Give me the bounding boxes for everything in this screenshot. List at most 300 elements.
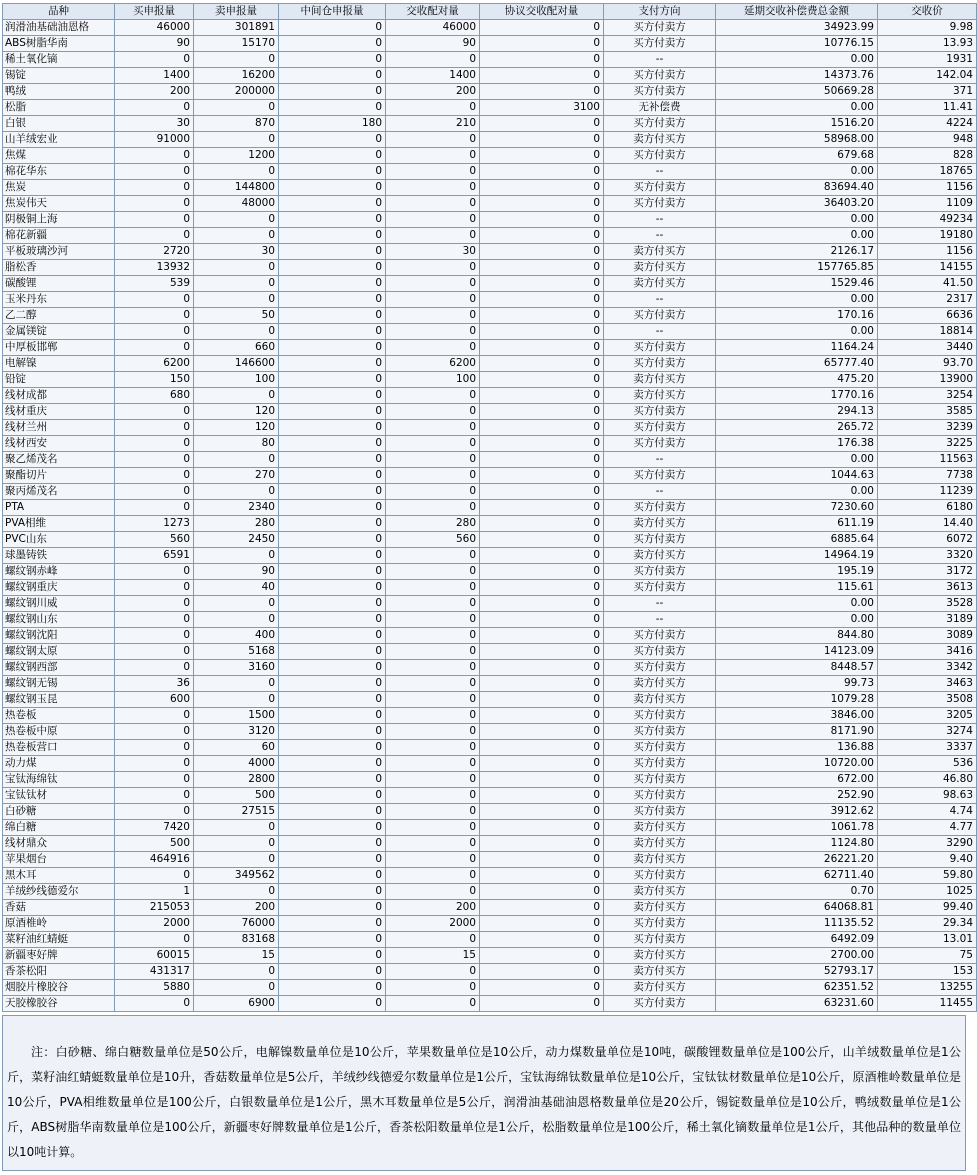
table-row	[3, 804, 977, 820]
cell-matched-qty: 0	[386, 836, 480, 852]
cell-matched-qty: 0	[386, 52, 480, 68]
cell-pay-direction: 买方付卖方	[604, 660, 716, 676]
table-row	[3, 52, 977, 68]
cell-pay-direction: 买方付卖方	[604, 756, 716, 772]
cell-compensation-total: 65777.40	[716, 356, 878, 372]
cell-variety: 碳酸锂	[3, 276, 115, 292]
cell-pay-direction: 买方付卖方	[604, 788, 716, 804]
cell-agreement-qty: 0	[480, 148, 604, 164]
table-row	[3, 852, 977, 868]
cell-delivery-price: 13.01	[878, 932, 977, 948]
cell-matched-qty: 0	[386, 804, 480, 820]
cell-matched-qty: 0	[386, 196, 480, 212]
cell-pay-direction: 买方付卖方	[604, 116, 716, 132]
cell-agreement-qty: 0	[480, 532, 604, 548]
cell-delivery-price: 9.98	[878, 20, 977, 36]
cell-delivery-price: 7738	[878, 468, 977, 484]
cell-intermediate-qty: 0	[279, 596, 386, 612]
cell-matched-qty: 0	[386, 596, 480, 612]
cell-delivery-price: 3239	[878, 420, 977, 436]
cell-sell-qty: 6900	[194, 996, 279, 1012]
cell-agreement-qty: 0	[480, 36, 604, 52]
table-row	[3, 116, 977, 132]
cell-matched-qty: 0	[386, 564, 480, 580]
cell-agreement-qty: 0	[480, 564, 604, 580]
cell-matched-qty: 100	[386, 372, 480, 388]
cell-agreement-qty: 0	[480, 356, 604, 372]
cell-buy-qty: 36	[115, 676, 194, 692]
cell-intermediate-qty: 0	[279, 612, 386, 628]
cell-agreement-qty: 0	[480, 708, 604, 724]
cell-pay-direction: 卖方付买方	[604, 276, 716, 292]
cell-variety: 铅锭	[3, 372, 115, 388]
cell-intermediate-qty: 0	[279, 628, 386, 644]
cell-agreement-qty: 0	[480, 500, 604, 516]
cell-pay-direction: 卖方付买方	[604, 388, 716, 404]
cell-intermediate-qty: 0	[279, 516, 386, 532]
cell-compensation-total: 0.00	[716, 292, 878, 308]
cell-delivery-price: 29.34	[878, 916, 977, 932]
cell-sell-qty: 50	[194, 308, 279, 324]
cell-buy-qty: 0	[115, 932, 194, 948]
cell-variety: 鸭绒	[3, 84, 115, 100]
cell-matched-qty: 0	[386, 324, 480, 340]
cell-matched-qty: 0	[386, 212, 480, 228]
cell-pay-direction: 买方付卖方	[604, 628, 716, 644]
cell-intermediate-qty: 0	[279, 948, 386, 964]
table-row	[3, 292, 977, 308]
cell-agreement-qty: 0	[480, 596, 604, 612]
cell-variety: 线材成都	[3, 388, 115, 404]
cell-delivery-price: 11.41	[878, 100, 977, 116]
cell-intermediate-qty: 0	[279, 228, 386, 244]
cell-compensation-total: 11135.52	[716, 916, 878, 932]
cell-pay-direction: 买方付卖方	[604, 340, 716, 356]
cell-variety: 锡锭	[3, 68, 115, 84]
cell-intermediate-qty: 0	[279, 980, 386, 996]
cell-matched-qty: 0	[386, 452, 480, 468]
cell-variety: 焦煤	[3, 148, 115, 164]
cell-variety: 润滑油基础油恩格	[3, 20, 115, 36]
cell-variety: 宝钛海绵钛	[3, 772, 115, 788]
cell-agreement-qty: 0	[480, 388, 604, 404]
cell-delivery-price: 11563	[878, 452, 977, 468]
cell-delivery-price: 3528	[878, 596, 977, 612]
cell-buy-qty: 0	[115, 996, 194, 1012]
table-row	[3, 68, 977, 84]
cell-pay-direction: 买方付卖方	[604, 772, 716, 788]
cell-pay-direction: 买方付卖方	[604, 740, 716, 756]
cell-buy-qty: 0	[115, 756, 194, 772]
cell-compensation-total: 170.16	[716, 308, 878, 324]
cell-agreement-qty: 0	[480, 180, 604, 196]
cell-pay-direction: --	[604, 212, 716, 228]
table-row	[3, 196, 977, 212]
cell-variety: 聚乙烯茂名	[3, 452, 115, 468]
cell-intermediate-qty: 0	[279, 996, 386, 1012]
cell-sell-qty: 1500	[194, 708, 279, 724]
cell-intermediate-qty: 0	[279, 148, 386, 164]
cell-buy-qty: 0	[115, 308, 194, 324]
cell-variety: 山羊绒宏业	[3, 132, 115, 148]
cell-sell-qty: 76000	[194, 916, 279, 932]
cell-matched-qty: 0	[386, 644, 480, 660]
cell-intermediate-qty: 0	[279, 452, 386, 468]
cell-variety: 新疆枣好牌	[3, 948, 115, 964]
table-row	[3, 996, 977, 1012]
table-row	[3, 724, 977, 740]
cell-buy-qty: 680	[115, 388, 194, 404]
cell-pay-direction: 买方付卖方	[604, 708, 716, 724]
cell-compensation-total: 52793.17	[716, 964, 878, 980]
cell-variety: 线材西安	[3, 436, 115, 452]
cell-compensation-total: 157765.85	[716, 260, 878, 276]
cell-sell-qty: 1200	[194, 148, 279, 164]
cell-delivery-price: 1025	[878, 884, 977, 900]
cell-sell-qty: 270	[194, 468, 279, 484]
cell-compensation-total: 195.19	[716, 564, 878, 580]
cell-sell-qty: 0	[194, 452, 279, 468]
cell-intermediate-qty: 0	[279, 548, 386, 564]
table-row	[3, 212, 977, 228]
cell-buy-qty: 0	[115, 404, 194, 420]
table-row	[3, 260, 977, 276]
cell-sell-qty: 2340	[194, 500, 279, 516]
cell-buy-qty: 0	[115, 196, 194, 212]
cell-matched-qty: 6200	[386, 356, 480, 372]
cell-intermediate-qty: 0	[279, 324, 386, 340]
header-buy-qty: 买申报量	[115, 4, 194, 20]
cell-matched-qty: 0	[386, 404, 480, 420]
cell-delivery-price: 19180	[878, 228, 977, 244]
cell-compensation-total: 3846.00	[716, 708, 878, 724]
cell-sell-qty: 100	[194, 372, 279, 388]
cell-intermediate-qty: 0	[279, 932, 386, 948]
cell-buy-qty: 0	[115, 436, 194, 452]
cell-matched-qty: 0	[386, 772, 480, 788]
cell-agreement-qty: 0	[480, 404, 604, 420]
cell-buy-qty: 200	[115, 84, 194, 100]
cell-agreement-qty: 0	[480, 260, 604, 276]
cell-compensation-total: 0.70	[716, 884, 878, 900]
cell-variety: 中厚板邯郸	[3, 340, 115, 356]
cell-delivery-price: 948	[878, 132, 977, 148]
table-row	[3, 340, 977, 356]
cell-sell-qty: 5168	[194, 644, 279, 660]
cell-buy-qty: 6200	[115, 356, 194, 372]
cell-pay-direction: 卖方付买方	[604, 852, 716, 868]
cell-matched-qty: 0	[386, 932, 480, 948]
cell-variety: 螺纹钢沈阳	[3, 628, 115, 644]
cell-variety: PTA	[3, 500, 115, 516]
cell-agreement-qty: 0	[480, 580, 604, 596]
cell-variety: 螺纹钢赤峰	[3, 564, 115, 580]
cell-variety: 香菇	[3, 900, 115, 916]
cell-compensation-total: 1044.63	[716, 468, 878, 484]
table-row	[3, 948, 977, 964]
cell-pay-direction: 买方付卖方	[604, 356, 716, 372]
cell-intermediate-qty: 0	[279, 532, 386, 548]
cell-matched-qty: 0	[386, 340, 480, 356]
cell-matched-qty: 200	[386, 84, 480, 100]
cell-pay-direction: 买方付卖方	[604, 804, 716, 820]
cell-variety: 香茶松阳	[3, 964, 115, 980]
cell-sell-qty: 0	[194, 820, 279, 836]
cell-agreement-qty: 0	[480, 516, 604, 532]
cell-variety: 阴极铜上海	[3, 212, 115, 228]
cell-delivery-price: 4.74	[878, 804, 977, 820]
cell-pay-direction: 买方付卖方	[604, 196, 716, 212]
cell-pay-direction: 买方付卖方	[604, 468, 716, 484]
cell-variety: 绵白糖	[3, 820, 115, 836]
cell-buy-qty: 0	[115, 452, 194, 468]
cell-buy-qty: 7420	[115, 820, 194, 836]
cell-pay-direction: --	[604, 484, 716, 500]
cell-compensation-total: 63231.60	[716, 996, 878, 1012]
cell-pay-direction: 卖方付买方	[604, 548, 716, 564]
cell-compensation-total: 62351.52	[716, 980, 878, 996]
cell-pay-direction: 卖方付买方	[604, 900, 716, 916]
cell-compensation-total: 679.68	[716, 148, 878, 164]
cell-intermediate-qty: 0	[279, 804, 386, 820]
cell-compensation-total: 8171.90	[716, 724, 878, 740]
cell-variety: 苹果烟台	[3, 852, 115, 868]
cell-matched-qty: 0	[386, 820, 480, 836]
table-row	[3, 628, 977, 644]
cell-variety: 线材鼎众	[3, 836, 115, 852]
cell-sell-qty: 0	[194, 548, 279, 564]
cell-intermediate-qty: 0	[279, 820, 386, 836]
table-row	[3, 356, 977, 372]
cell-variety: 玉米丹东	[3, 292, 115, 308]
cell-variety: 黑木耳	[3, 868, 115, 884]
cell-sell-qty: 83168	[194, 932, 279, 948]
cell-agreement-qty: 0	[480, 612, 604, 628]
cell-variety: 螺纹钢无锡	[3, 676, 115, 692]
cell-pay-direction: --	[604, 228, 716, 244]
cell-intermediate-qty: 0	[279, 276, 386, 292]
table-row	[3, 36, 977, 52]
cell-agreement-qty: 0	[480, 628, 604, 644]
cell-matched-qty: 0	[386, 660, 480, 676]
cell-pay-direction: --	[604, 292, 716, 308]
cell-sell-qty: 0	[194, 884, 279, 900]
cell-matched-qty: 0	[386, 852, 480, 868]
cell-delivery-price: 3342	[878, 660, 977, 676]
cell-delivery-price: 828	[878, 148, 977, 164]
cell-compensation-total: 36403.20	[716, 196, 878, 212]
cell-compensation-total: 0.00	[716, 484, 878, 500]
cell-buy-qty: 0	[115, 708, 194, 724]
cell-delivery-price: 13255	[878, 980, 977, 996]
cell-buy-qty: 0	[115, 596, 194, 612]
cell-matched-qty: 0	[386, 980, 480, 996]
cell-variety: 聚丙烯茂名	[3, 484, 115, 500]
cell-delivery-price: 3290	[878, 836, 977, 852]
cell-sell-qty: 0	[194, 484, 279, 500]
cell-delivery-price: 3440	[878, 340, 977, 356]
cell-variety: 白砂糖	[3, 804, 115, 820]
cell-sell-qty: 0	[194, 852, 279, 868]
cell-matched-qty: 0	[386, 180, 480, 196]
cell-compensation-total: 58968.00	[716, 132, 878, 148]
cell-compensation-total: 1061.78	[716, 820, 878, 836]
cell-intermediate-qty: 0	[279, 372, 386, 388]
cell-pay-direction: 买方付卖方	[604, 500, 716, 516]
cell-delivery-price: 3320	[878, 548, 977, 564]
cell-matched-qty: 0	[386, 468, 480, 484]
cell-sell-qty: 144800	[194, 180, 279, 196]
cell-agreement-qty: 0	[480, 372, 604, 388]
cell-sell-qty: 0	[194, 164, 279, 180]
cell-intermediate-qty: 0	[279, 308, 386, 324]
cell-buy-qty: 431317	[115, 964, 194, 980]
cell-pay-direction: 买方付卖方	[604, 932, 716, 948]
cell-compensation-total: 6885.64	[716, 532, 878, 548]
cell-compensation-total: 1079.28	[716, 692, 878, 708]
cell-sell-qty: 870	[194, 116, 279, 132]
table-row	[3, 868, 977, 884]
cell-pay-direction: 买方付卖方	[604, 868, 716, 884]
cell-buy-qty: 0	[115, 612, 194, 628]
cell-delivery-price: 41.50	[878, 276, 977, 292]
cell-buy-qty: 0	[115, 500, 194, 516]
cell-sell-qty: 349562	[194, 868, 279, 884]
cell-sell-qty: 120	[194, 404, 279, 420]
cell-pay-direction: 卖方付买方	[604, 884, 716, 900]
cell-variety: 焦炭伟天	[3, 196, 115, 212]
cell-sell-qty: 40	[194, 580, 279, 596]
cell-agreement-qty: 0	[480, 932, 604, 948]
cell-intermediate-qty: 0	[279, 36, 386, 52]
table-row	[3, 692, 977, 708]
table-row	[3, 484, 977, 500]
cell-variety: 平板玻璃沙河	[3, 244, 115, 260]
cell-agreement-qty: 0	[480, 68, 604, 84]
table-row	[3, 596, 977, 612]
cell-agreement-qty: 0	[480, 676, 604, 692]
cell-compensation-total: 50669.28	[716, 84, 878, 100]
cell-delivery-price: 4.77	[878, 820, 977, 836]
cell-intermediate-qty: 0	[279, 788, 386, 804]
cell-delivery-price: 371	[878, 84, 977, 100]
table-row	[3, 564, 977, 580]
cell-agreement-qty: 0	[480, 228, 604, 244]
cell-matched-qty: 90	[386, 36, 480, 52]
header-delivery-price: 交收价	[878, 4, 977, 20]
cell-variety: 金属镁锭	[3, 324, 115, 340]
cell-compensation-total: 0.00	[716, 452, 878, 468]
cell-delivery-price: 13.93	[878, 36, 977, 52]
table-row	[3, 276, 977, 292]
table-row	[3, 324, 977, 340]
cell-matched-qty: 0	[386, 484, 480, 500]
table-row	[3, 772, 977, 788]
cell-matched-qty: 0	[386, 148, 480, 164]
cell-variety: 螺纹钢太原	[3, 644, 115, 660]
cell-agreement-qty: 0	[480, 20, 604, 36]
cell-matched-qty: 0	[386, 228, 480, 244]
cell-pay-direction: --	[604, 596, 716, 612]
cell-agreement-qty: 0	[480, 996, 604, 1012]
cell-buy-qty: 0	[115, 212, 194, 228]
cell-intermediate-qty: 0	[279, 292, 386, 308]
cell-sell-qty: 0	[194, 836, 279, 852]
cell-delivery-price: 3416	[878, 644, 977, 660]
cell-buy-qty: 500	[115, 836, 194, 852]
cell-matched-qty: 0	[386, 420, 480, 436]
cell-delivery-price: 3172	[878, 564, 977, 580]
cell-pay-direction: 卖方付买方	[604, 948, 716, 964]
cell-delivery-price: 3337	[878, 740, 977, 756]
table-row	[3, 516, 977, 532]
cell-matched-qty: 30	[386, 244, 480, 260]
cell-pay-direction: --	[604, 52, 716, 68]
cell-delivery-price: 13900	[878, 372, 977, 388]
cell-pay-direction: 卖方付买方	[604, 372, 716, 388]
cell-delivery-price: 142.04	[878, 68, 977, 84]
cell-variety: 棉花新疆	[3, 228, 115, 244]
cell-agreement-qty: 0	[480, 276, 604, 292]
cell-pay-direction: --	[604, 164, 716, 180]
cell-buy-qty: 0	[115, 468, 194, 484]
cell-agreement-qty: 0	[480, 916, 604, 932]
cell-agreement-qty: 0	[480, 436, 604, 452]
cell-buy-qty: 0	[115, 788, 194, 804]
cell-sell-qty: 0	[194, 132, 279, 148]
cell-delivery-price: 1931	[878, 52, 977, 68]
cell-matched-qty: 210	[386, 116, 480, 132]
cell-variety: 烟胶片橡胶谷	[3, 980, 115, 996]
cell-intermediate-qty: 0	[279, 260, 386, 276]
cell-compensation-total: 1124.80	[716, 836, 878, 852]
cell-compensation-total: 0.00	[716, 612, 878, 628]
cell-intermediate-qty: 0	[279, 340, 386, 356]
cell-sell-qty: 60	[194, 740, 279, 756]
cell-agreement-qty: 0	[480, 308, 604, 324]
cell-delivery-price: 3585	[878, 404, 977, 420]
cell-delivery-price: 1156	[878, 180, 977, 196]
cell-buy-qty: 0	[115, 148, 194, 164]
table-row	[3, 436, 977, 452]
cell-compensation-total: 83694.40	[716, 180, 878, 196]
header-agreement-qty: 协议交收配对量	[480, 4, 604, 20]
cell-compensation-total: 64068.81	[716, 900, 878, 916]
cell-matched-qty: 0	[386, 100, 480, 116]
cell-buy-qty: 0	[115, 52, 194, 68]
cell-intermediate-qty: 0	[279, 900, 386, 916]
cell-agreement-qty: 0	[480, 740, 604, 756]
cell-delivery-price: 99.40	[878, 900, 977, 916]
cell-compensation-total: 252.90	[716, 788, 878, 804]
cell-variety: PVA相维	[3, 516, 115, 532]
table-row	[3, 644, 977, 660]
cell-agreement-qty: 0	[480, 292, 604, 308]
cell-buy-qty: 90	[115, 36, 194, 52]
cell-buy-qty: 0	[115, 580, 194, 596]
cell-matched-qty: 0	[386, 708, 480, 724]
table-row	[3, 164, 977, 180]
cell-buy-qty: 46000	[115, 20, 194, 36]
cell-matched-qty: 0	[386, 548, 480, 564]
cell-variety: 宝钛钛材	[3, 788, 115, 804]
header-variety: 品种	[3, 4, 115, 20]
cell-compensation-total: 115.61	[716, 580, 878, 596]
cell-sell-qty: 3120	[194, 724, 279, 740]
cell-sell-qty: 0	[194, 292, 279, 308]
table-row	[3, 756, 977, 772]
cell-intermediate-qty: 0	[279, 436, 386, 452]
